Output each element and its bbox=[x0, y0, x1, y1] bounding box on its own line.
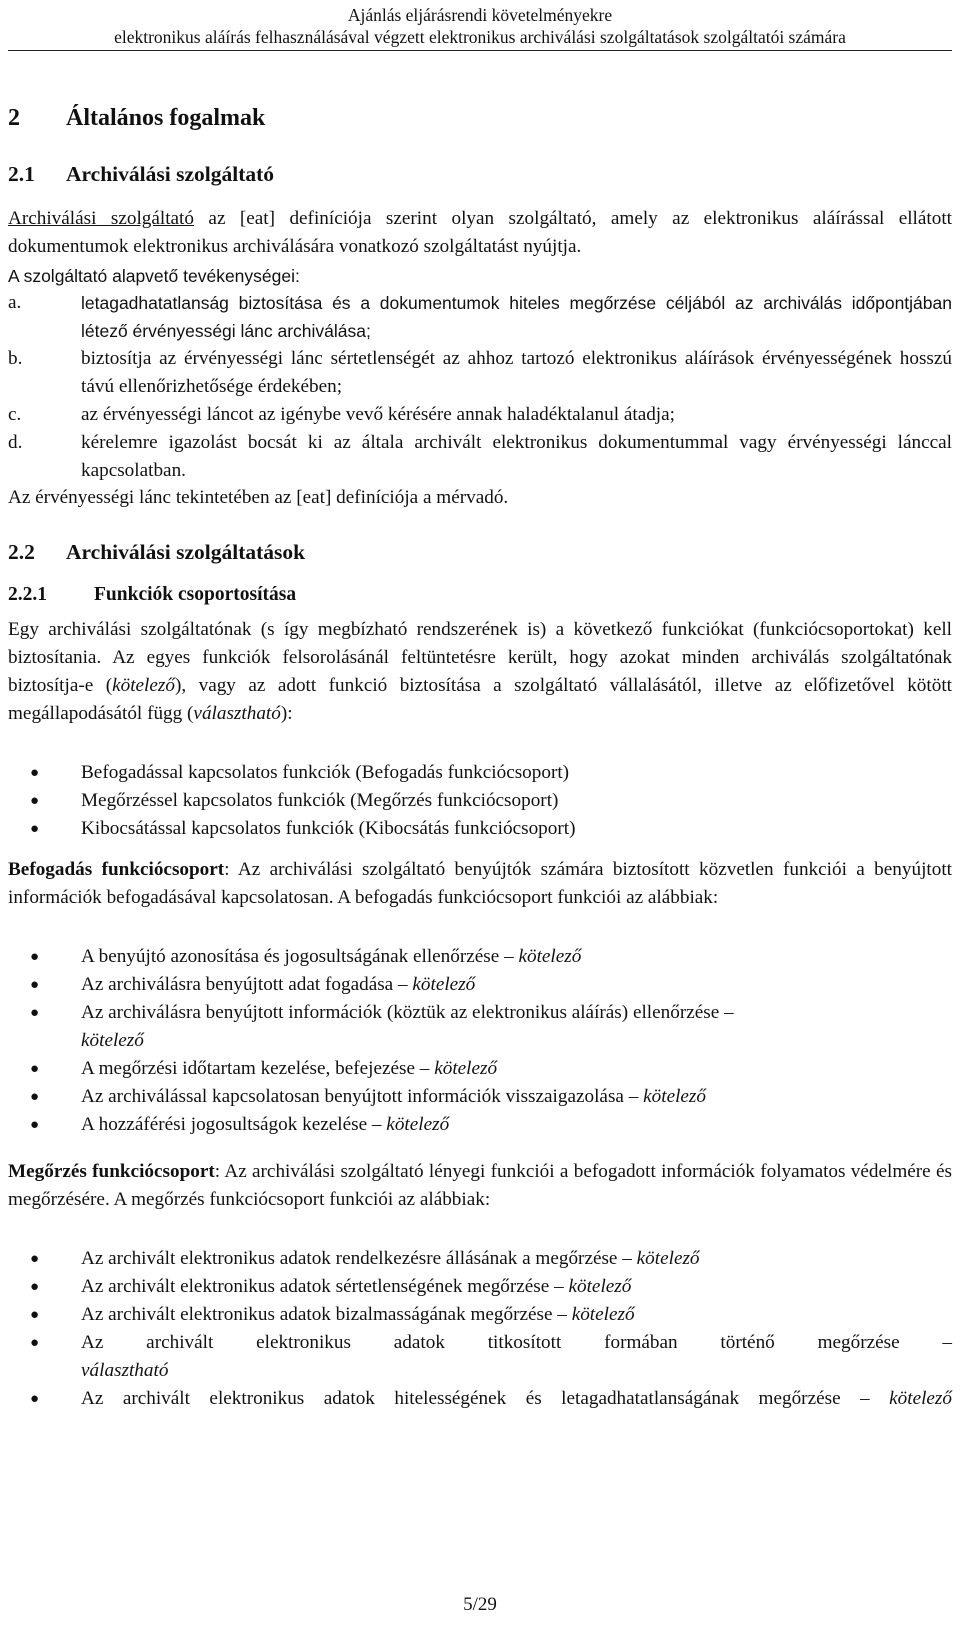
bullet-icon: ● bbox=[30, 1005, 40, 1021]
heading-section-2-2 bbox=[8, 540, 305, 565]
bullet-icon: ● bbox=[30, 1391, 40, 1407]
list-item: ● Az archivált elektronikus adatok rendelkezésre állásának a megőrzése – kötelező bbox=[30, 1245, 952, 1273]
list-item: ● Az archivált elektronikus adatok bizalmasságának megőrzése – kötelező bbox=[30, 1301, 952, 1329]
megorzes-paragraph: Megőrzés funkciócsoport: Az archiválási szolgáltató lényegi funkciói a befogadott információk folyamatos védelmére és megőrzésére. A megőrzés funkciócsoport funkciói az alábbiak: bbox=[8, 1161, 952, 1210]
bullet-icon: ● bbox=[30, 1251, 40, 1267]
bullet-icon: ● bbox=[30, 1061, 40, 1077]
bullet-icon: ● bbox=[30, 821, 40, 837]
list-item: ● A megőrzési időtartam kezelése, befejezése – kötelező bbox=[30, 1055, 952, 1083]
header-subtitle: elektronikus aláírás felhasználásával végzett elektronikus archiválási szolgáltatások szolgáltatói számára bbox=[114, 27, 846, 47]
activities-lead: A szolgáltató alapvető tevékenységei: bbox=[8, 266, 300, 286]
bullet-icon: ● bbox=[30, 1117, 40, 1133]
list-item: ● Az archivált elektronikus adatok sértetlenségének megőrzése – kötelező bbox=[30, 1273, 952, 1301]
befogadas-paragraph: Befogadás funkciócsoport: Az archiválási szolgáltató benyújtók számára biztosított közvetlen funkciói a benyújtott információk befogadásával kapcsolatosan. A befogadás funkciócsoport funkciói az alábbiak: bbox=[8, 859, 952, 908]
bullet-icon: ● bbox=[30, 1307, 40, 1323]
closing-paragraph: Az érvényességi lánc tekintetében az [eat] definíciója a mérvadó. bbox=[8, 487, 509, 508]
bullet-icon: ● bbox=[30, 1089, 40, 1105]
list-item: ● Befogadással kapcsolatos funkciók (Befogadás funkciócsoport) bbox=[30, 759, 952, 787]
functions-paragraph: Egy archiválási szolgáltatónak (s így megbízható rendszerének is) a következő funkciókat (funkciócsoportokat) kell biztosítania. Az egyes funkciók felsorolásánál feltüntetésre került, hogy azokat minden archiválás szolgáltatónak biztosítja-e (kötelező), vagy az adott funkció biztosítása a szolgáltató vállalásától, illetve az előfizetővel kötött megállapodásától függ (választható): bbox=[8, 619, 952, 724]
section-number: 2.1 bbox=[8, 162, 35, 186]
list-item: b. biztosítja az érvényességi lánc sértetlenségét az ahhoz tartozó elektronikus aláírások érvényességének hosszú távú ellenőrizhetősége érdekében; bbox=[8, 348, 952, 397]
megorzes-list bbox=[30, 1245, 952, 1413]
heading-section-2 bbox=[8, 105, 265, 132]
function-groups-list bbox=[30, 759, 952, 843]
list-item: a. letagadhatatlanság biztosítása és a dokumentumok hiteles megőrzése céljából az archiválás időpontjában létező érvényességi lánc archiválása; bbox=[8, 292, 952, 341]
bullet-icon: ● bbox=[30, 1279, 40, 1295]
activities-list bbox=[8, 289, 952, 485]
bullet-icon: ● bbox=[30, 1335, 40, 1351]
list-item: ● A hozzáférési jogosultságok kezelése – kötelező bbox=[30, 1111, 952, 1139]
section-title: Funkciók csoportosítása bbox=[94, 584, 297, 605]
section-number: 2.2 bbox=[8, 540, 35, 564]
heading-section-2-1 bbox=[8, 162, 274, 187]
page-header bbox=[0, 4, 960, 48]
section-title: Archiválási szolgáltatások bbox=[66, 540, 306, 564]
section-title: Általános fogalmak bbox=[66, 105, 266, 131]
list-item: ● Az archivált elektronikus adatok hitelességének és letagadhatatlanságának megőrzése – kötelező bbox=[30, 1385, 952, 1413]
list-item: ● Az archiválással kapcsolatosan benyújtott információk visszaigazolása – kötelező bbox=[30, 1083, 952, 1111]
list-item: ● Kibocsátással kapcsolatos funkciók (Kibocsátás funkciócsoport) bbox=[30, 815, 952, 843]
list-item: ● Az archiválásra benyújtott információk (köztük az elektronikus aláírás) ellenőrzése – kötelező bbox=[30, 999, 952, 1055]
bullet-icon: ● bbox=[30, 949, 40, 965]
term-megorzes: Megőrzés funkciócsoport bbox=[8, 1161, 215, 1182]
list-item: c. az érvényességi láncot az igénybe vevő kérésére annak haladéktalanul átadja; bbox=[8, 404, 675, 425]
intro-paragraph: Archiválási szolgáltató az [eat] definíciója szerint olyan szolgáltató, amely az elektronikus aláírással ellátott dokumentumok elektronikus archiválására vonatkozó szolgáltatást nyújtja. bbox=[8, 208, 952, 257]
header-rule bbox=[8, 50, 952, 51]
list-item: ● A benyújtó azonosítása és jogosultságának ellenőrzése – kötelező bbox=[30, 943, 952, 971]
section-title: Archiválási szolgáltató bbox=[66, 162, 275, 186]
section-number: 2 bbox=[8, 105, 20, 131]
page-number: 5/29 bbox=[463, 1594, 497, 1615]
list-item: ● Az archiválásra benyújtott adat fogadása – kötelező bbox=[30, 971, 952, 999]
header-title: Ajánlás eljárásrendi követelményekre bbox=[347, 5, 613, 25]
list-item: ● Megőrzéssel kapcsolatos funkciók (Megőrzés funkciócsoport) bbox=[30, 787, 952, 815]
term-link[interactable]: Archiválási szolgáltató bbox=[8, 208, 194, 229]
list-item: ● Az archivált elektronikus adatok titkosított formában történő megőrzése – választható bbox=[30, 1329, 952, 1385]
heading-section-2-2-1 bbox=[8, 584, 296, 606]
befogadas-list bbox=[30, 943, 952, 1139]
bullet-icon: ● bbox=[30, 765, 40, 781]
bullet-icon: ● bbox=[30, 793, 40, 809]
section-number: 2.2.1 bbox=[8, 584, 47, 605]
term-befogadas: Befogadás funkciócsoport bbox=[8, 859, 225, 880]
list-item: d. kérelemre igazolást bocsát ki az általa archivált elektronikus dokumentummal vagy érvényességi lánccal kapcsolatban. bbox=[8, 432, 952, 481]
bullet-icon: ● bbox=[30, 977, 40, 993]
